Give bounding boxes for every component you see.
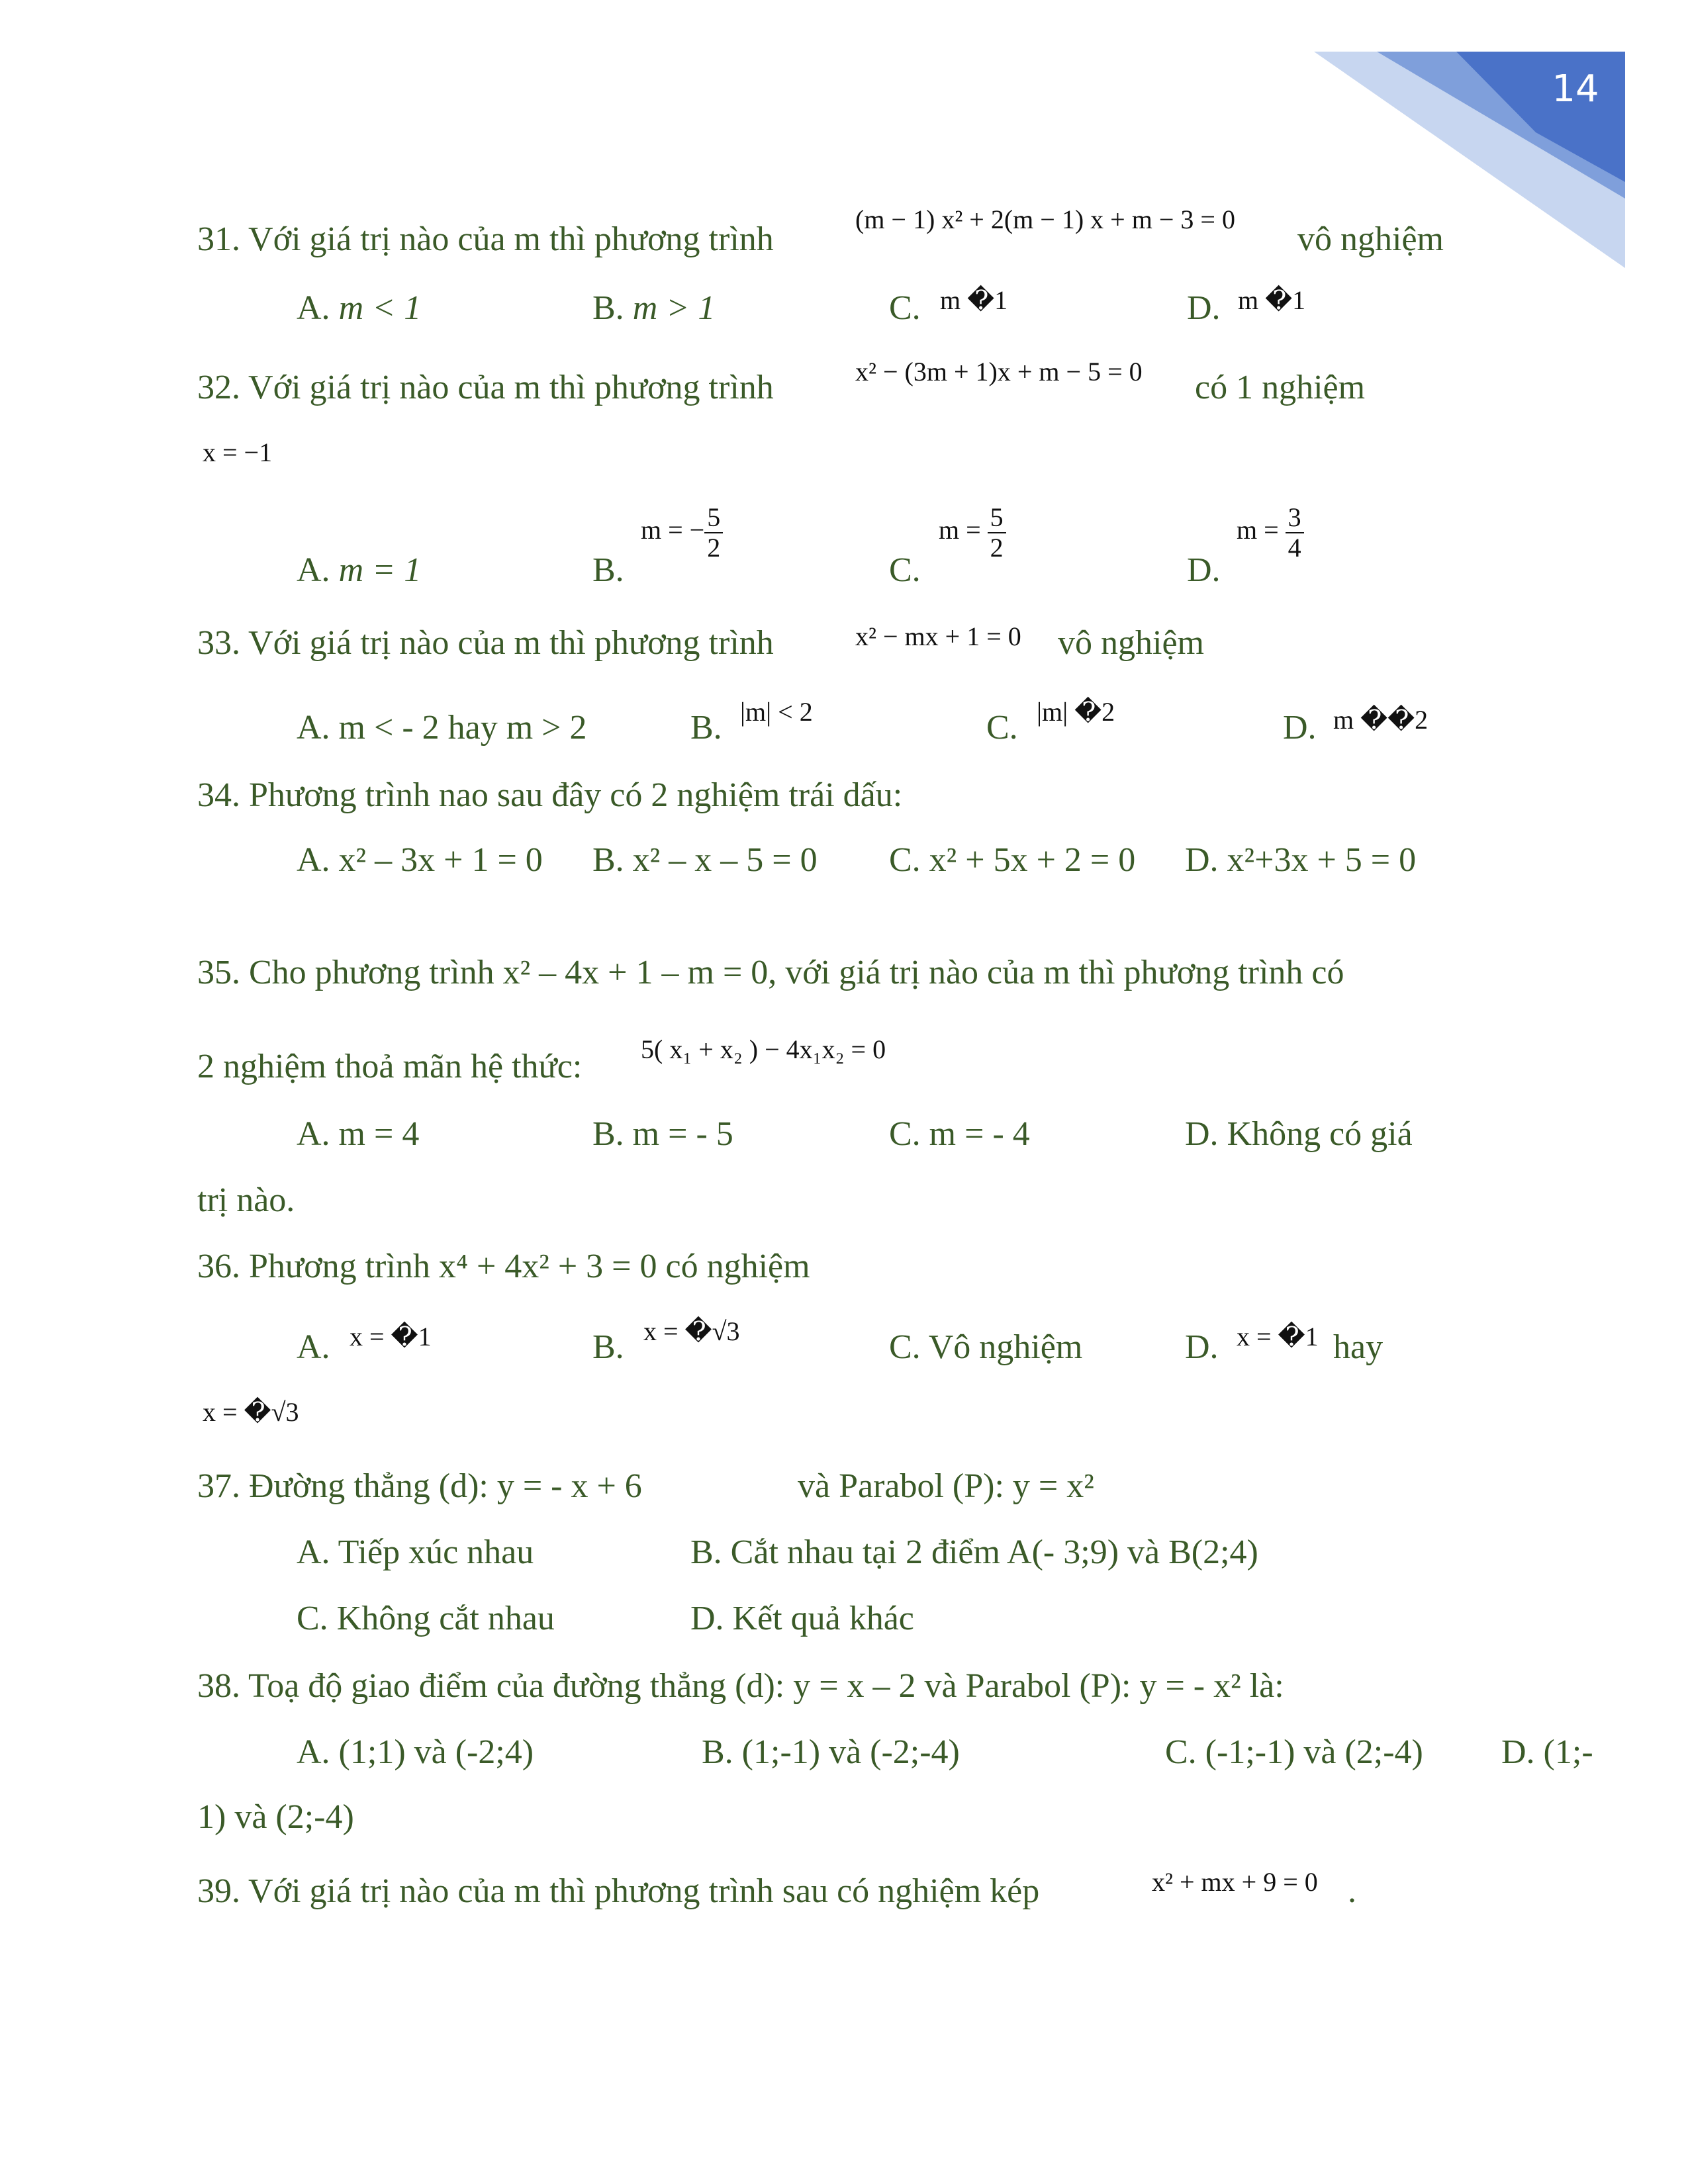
q39-stem: 39. Với giá trị nào của m thì phương trình sau có nghiệm kép (197, 1872, 1040, 1910)
q38-option-a: A. (1;1) và (-2;4) (297, 1733, 534, 1771)
q35-option-d: D. Không có giá (1185, 1115, 1413, 1153)
q32-b-expr (641, 503, 723, 563)
q31-option-b (592, 289, 715, 328)
q33-stem: 33. Với giá trị nào của m thì phương trình (197, 624, 774, 662)
q33-option-a: A. m < - 2 hay m > 2 (297, 709, 587, 747)
q32-tail: có 1 nghiệm (1195, 369, 1366, 406)
q32-d-expr (1237, 503, 1304, 563)
q35-stem: 35. Cho phương trình x² – 4x + 1 – m = 0, với giá trị nào của m thì phương trình có (197, 954, 1344, 991)
q31-tail: vô nghiệm (1297, 220, 1444, 258)
q32-b-den: 2 (707, 533, 721, 563)
q32-c-num: 5 (988, 503, 1006, 533)
q32-d-den: 4 (1288, 533, 1301, 563)
q33-b-expr: |m| < 2 (740, 697, 813, 727)
q31-option-c: C. (889, 289, 921, 327)
q34-option-d: D. x²+3x + 5 = 0 (1185, 841, 1417, 879)
q31-a-label: A. (297, 289, 330, 327)
q32-option-c: C. (889, 551, 921, 589)
q31-c-expr: m �1 (940, 285, 1008, 315)
q37-stem: 37. Đường thẳng (d): y = - x + 6 (197, 1467, 642, 1505)
q37-stem-2: và Parabol (P): y = x² (798, 1467, 1094, 1505)
q32-option-b: B. (592, 551, 624, 589)
q33-option-c: C. (986, 709, 1018, 747)
q32-b-frac (704, 503, 723, 563)
q35-option-d-cont: trị nào. (197, 1181, 295, 1219)
q32-option-d: D. (1187, 551, 1221, 589)
q36-stem: 36. Phương trình x⁴ + 4x² + 3 = 0 có nghiệm (197, 1248, 810, 1285)
q32-stem: 32. Với giá trị nào của m thì phương trình (197, 369, 774, 406)
q32-c-lhs: m = (939, 515, 981, 545)
q36-option-b: B. (592, 1328, 624, 1366)
q35-cont: 2 nghiệm thoả mãn hệ thức: (197, 1048, 583, 1085)
q38-stem: 38. Toạ độ giao điểm của đường thẳng (d): y = x – 2 và Parabol (P): y = - x² là: (197, 1667, 1284, 1705)
q36-a-expr: x = �1 (350, 1322, 432, 1351)
q33-tail: vô nghiệm (1058, 624, 1204, 662)
q32-b-lhs: m = − (641, 515, 705, 545)
q37-option-d: D. Kết quả khác (690, 1600, 914, 1637)
q35-option-a: A. m = 4 (297, 1115, 420, 1153)
q36-d-expr: x = �1 (1237, 1322, 1319, 1351)
q31-option-d: D. (1187, 289, 1221, 327)
q36-option-a: A. (297, 1328, 330, 1366)
q32-equation: x² − (3m + 1)x + m − 5 = 0 (855, 357, 1143, 387)
q39-equation: x² + mx + 9 = 0 (1152, 1867, 1318, 1897)
q34-stem: 34. Phương trình nao sau đây có 2 nghiệm trái dấu: (197, 776, 903, 814)
q35-option-b: B. m = - 5 (592, 1115, 733, 1153)
q37-option-c: C. Không cắt nhau (297, 1600, 555, 1637)
q36-option-c: C. Vô nghiệm (889, 1328, 1083, 1366)
q32-c-expr (939, 503, 1006, 563)
q34-option-b: B. x² – x – 5 = 0 (592, 841, 818, 879)
q31-d-expr: m �1 (1238, 285, 1306, 315)
q32-a-expr: m = 1 (338, 551, 422, 589)
q31-b-expr: m > 1 (632, 289, 716, 327)
q33-d-expr: m ��2 (1333, 705, 1429, 735)
q32-a-label: A. (297, 551, 330, 589)
q36-d-cont: x = �√3 (203, 1397, 299, 1427)
q36-option-d: D. (1185, 1328, 1219, 1366)
q38-option-b: B. (1;-1) và (-2;-4) (702, 1733, 960, 1771)
q38-option-d: D. (1;- (1501, 1733, 1593, 1771)
q31-b-label: B. (592, 289, 624, 327)
q32-c-den: 2 (990, 533, 1004, 563)
q37-option-b: B. Cắt nhau tại 2 điểm A(- 3;9) và B(2;4) (690, 1533, 1258, 1571)
q34-option-a: A. x² – 3x + 1 = 0 (297, 841, 543, 879)
q36-b-expr: x = �√3 (643, 1316, 740, 1346)
q32-cont: x = −1 (203, 437, 273, 467)
q31-a-expr: m < 1 (338, 289, 422, 327)
q38-option-d-cont: 1) và (2;-4) (197, 1798, 354, 1836)
q33-option-b: B. (690, 709, 722, 747)
q35-equation: 5( x₁ + x₂ ) − 4x₁x₂ = 0 (641, 1034, 886, 1064)
q33-option-d: D. (1283, 709, 1317, 747)
q37-option-a: A. Tiếp xúc nhau (297, 1533, 534, 1571)
q31-option-a (297, 289, 421, 328)
q32-c-frac (988, 503, 1006, 563)
q38-option-c: C. (-1;-1) và (2;-4) (1165, 1733, 1423, 1771)
q36-d-tail: hay (1333, 1328, 1383, 1366)
page-number: 14 (1552, 68, 1599, 111)
q32-d-lhs: m = (1237, 515, 1279, 545)
q33-c-expr: |m| �2 (1037, 697, 1115, 727)
q32-option-a (297, 551, 421, 590)
q32-d-num: 3 (1286, 503, 1304, 533)
q31-equation: (m − 1) x² + 2(m − 1) x + m − 3 = 0 (855, 205, 1235, 234)
q32-d-frac (1286, 503, 1304, 563)
q34-option-c: C. x² + 5x + 2 = 0 (889, 841, 1136, 879)
q33-equation: x² − mx + 1 = 0 (855, 621, 1021, 651)
q39-tail: . (1348, 1872, 1356, 1910)
q31-stem: 31. Với giá trị nào của m thì phương trình (197, 220, 774, 258)
q32-b-num: 5 (704, 503, 723, 533)
q35-option-c: C. m = - 4 (889, 1115, 1030, 1153)
